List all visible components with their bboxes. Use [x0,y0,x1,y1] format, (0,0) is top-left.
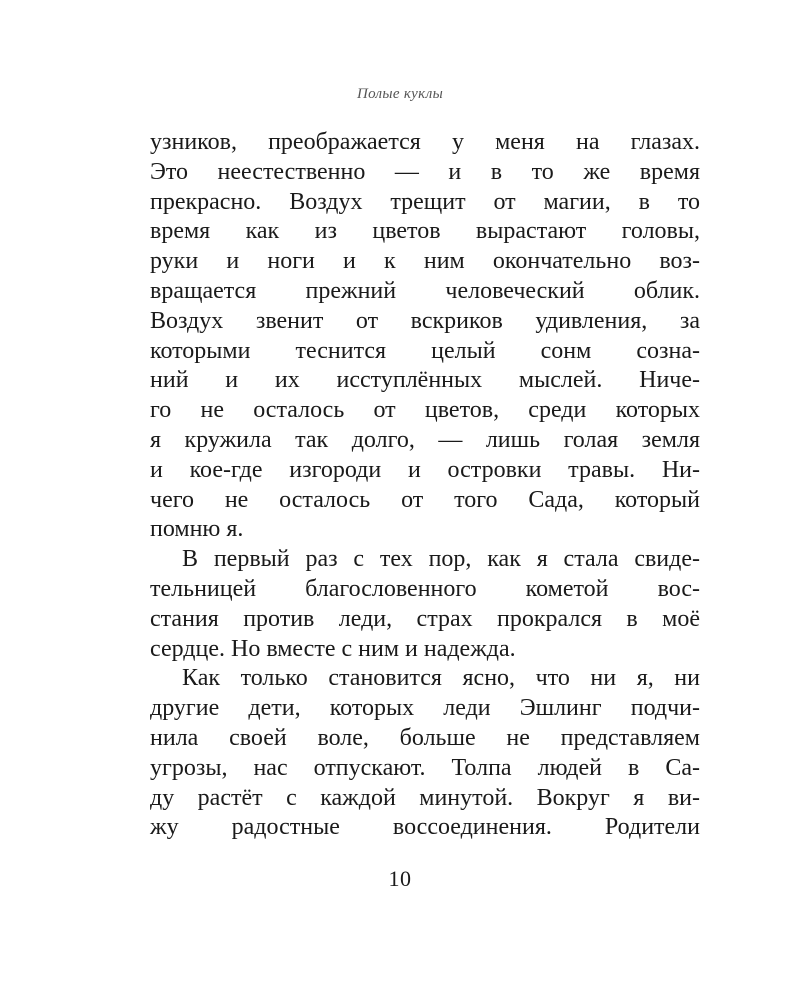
text-line: жу радостные воссоединения. Родители [150,814,700,841]
text-line: сердце. Но вместе с ним и надежда. [150,635,516,662]
text-line: руки и ноги и к ним окончательно воз- [150,248,700,275]
text-line: чего не осталось от того Сада, который [150,486,700,513]
page-number: 10 [388,866,412,891]
text-line: помню я. [150,516,244,543]
text-line: и кое-где изгороди и островки травы. Ни- [150,456,700,483]
running-head: Полые куклы [356,86,444,102]
text-line: В первый раз с тех пор, как я стала свиде- [182,546,700,573]
text-line: го не осталось от цветов, среди которых [150,397,700,424]
text-line: нила своей воле, больше не представляем [150,724,700,751]
text-line: другие дети, которых леди Эшлинг подчи- [150,695,700,722]
text-line: тельницей благословенного кометой вос- [150,575,700,602]
text-line: которыми теснится целый сонм созна- [150,337,700,364]
body-text [150,128,700,843]
text-line: время как из цветов вырастают головы, [150,218,700,245]
text-line: Это неестественно — и в то же время [150,158,700,185]
text-line: вращается прежний человеческий облик. [150,277,700,304]
text-line: прекрасно. Воздух трещит от магии, в то [150,188,700,215]
text-line: стания против леди, страх прокрался в моё [150,605,700,632]
text-line: ду растёт с каждой минутой. Вокруг я ви- [150,784,700,811]
text-line: угрозы, нас отпускают. Толпа людей в Са- [150,754,700,781]
text-line: я кружила так долго, — лишь голая земля [150,426,700,453]
text-line: ний и их исступлённых мыслей. Ниче- [150,367,700,394]
text-line: Как только становится ясно, что ни я, ни [182,665,700,692]
text-line: узников, преображается у меня на глазах. [150,129,700,155]
text-line: Воздух звенит от вскриков удивления, за [150,307,700,334]
